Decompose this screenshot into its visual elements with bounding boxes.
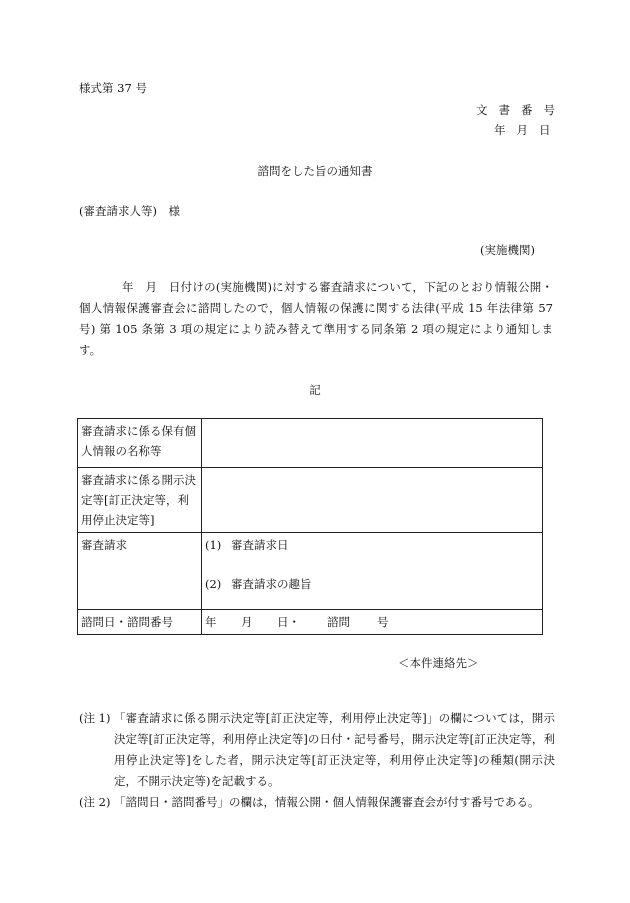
note-item: [79, 792, 555, 813]
body-paragraph: 年 月 日付けの(実施機関)に対する審査請求について，下記のとおり情報公開・個人情報保護審査会に諮問したので，個人情報の保護に関する法律(平成 15 年法律第 57 号) 第 105 条第 3 項の規定により読み替えて準用する同条第 2 項の規定により通知します。: [79, 280, 553, 357]
row-value-disclosure-decision: [202, 468, 543, 533]
row-value-personal-info-name: [202, 419, 543, 468]
review-request-date-item: (1) 審査請求日: [205, 538, 289, 552]
row-value-review-request: [202, 533, 543, 610]
table-row: [78, 468, 543, 533]
addressee: (審査請求人等) 様: [79, 204, 180, 218]
notes-section: [79, 708, 555, 813]
row-label-disclosure-decision: 審査請求に係る開示決定等[訂正決定等，利用停止決定等]: [78, 468, 202, 533]
table-row: [78, 419, 543, 468]
form-number: 様式第 37 号: [79, 81, 147, 95]
row-label-consultation-date-number: 諮問日・諮問番号: [78, 610, 202, 635]
ki-heading: 記: [309, 383, 321, 397]
document-title: 諮問をした旨の通知書: [257, 164, 373, 178]
table-row: [78, 610, 543, 635]
document-date-label: 年月日: [494, 123, 562, 137]
info-table: [77, 418, 543, 635]
row-value-consultation-date-number: 年 月 日・ 諮問 号: [202, 610, 543, 635]
review-request-purpose-item: (2) 審査請求の趣旨: [205, 577, 312, 591]
contact-heading: ＜本件連絡先＞: [398, 656, 479, 670]
note-text: 「諮問日・諮問番号」の欄は，情報公開・個人情報保護審査会が付す番号である。: [114, 795, 540, 809]
table-row: [78, 533, 543, 610]
sender: (実施機関): [480, 243, 535, 257]
note-label: (注 2): [79, 795, 111, 809]
row-label-review-request: 審査請求: [78, 533, 202, 610]
document-number-label: 文書番号: [476, 103, 566, 117]
row-label-personal-info-name: 審査請求に係る保有個人情報の名称等: [78, 419, 202, 468]
note-text: 「審査請求に係る開示決定等[訂正決定等，利用停止決定等]」の欄については，開示決定等[訂正決定等，利用停止決定等]の日付・記号番号，開示決定等[訂正決定等，利用停止決定等]をした者，開示決定等[訂正決定等，利用停止決定等]の種類(開示決定，不開示決定等)を記載する。: [114, 711, 555, 788]
note-label: (注 1): [79, 711, 111, 725]
note-item: [79, 708, 555, 792]
